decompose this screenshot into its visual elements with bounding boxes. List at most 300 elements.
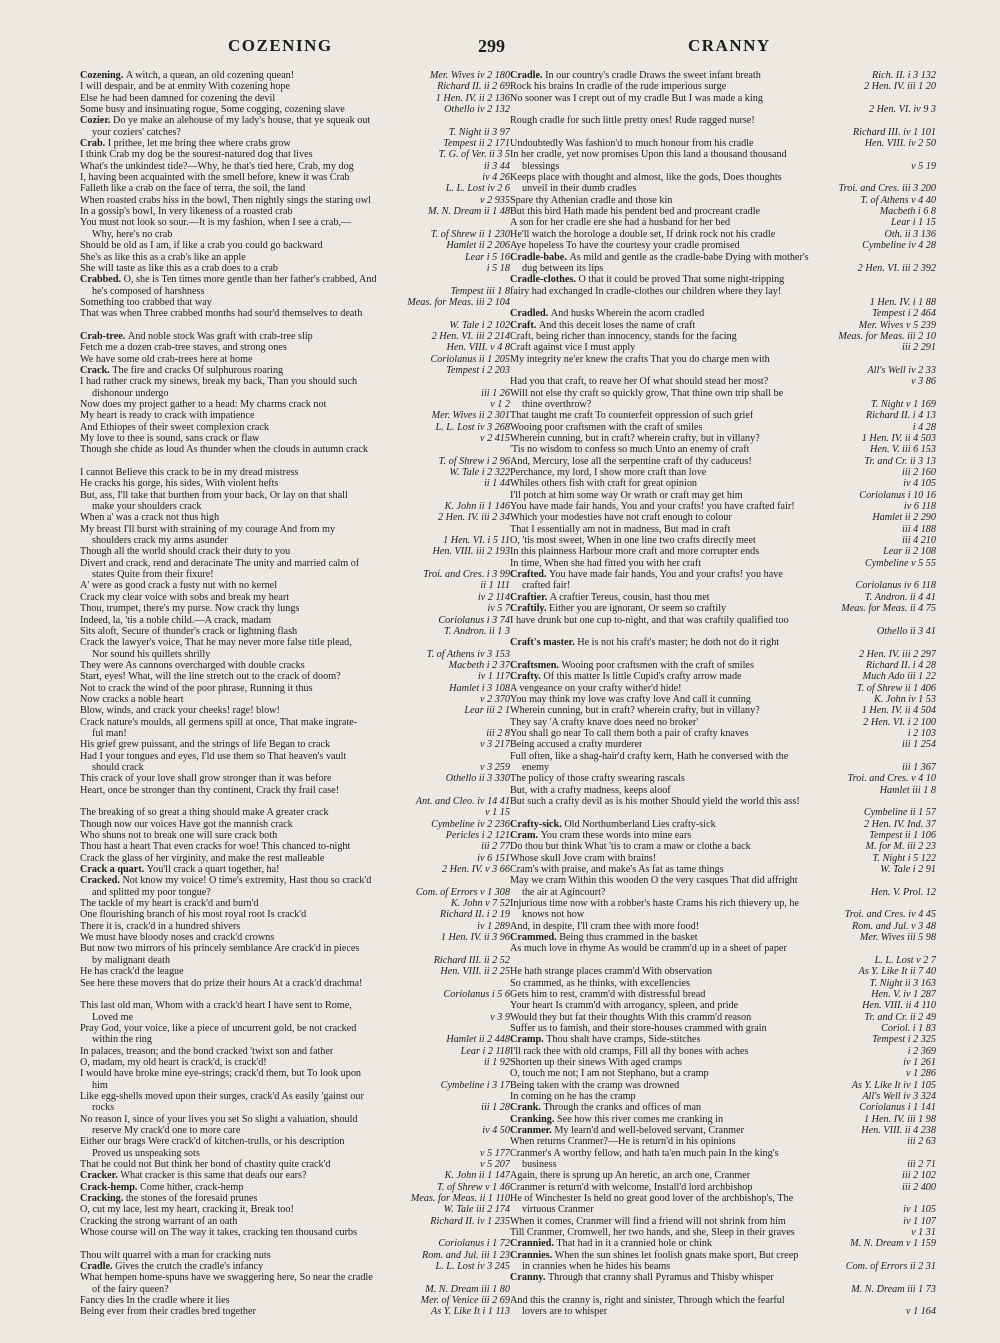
concordance-line [510,229,936,240]
play-reference: Ant. and Cleo. iv 14 41 [415,796,510,807]
quotation-text: Wooing poor craftsmen with the craft of smiles [510,421,703,433]
concordance-line [80,1306,510,1317]
quotation-text: in crannies when he hides his beams [522,1261,671,1273]
play-reference: Richard II. i 4 13 [865,410,936,422]
quotation-text: Thou hast a heart That even cracks for woe! This chanced to-night [80,841,351,853]
concordance-line [80,1182,510,1193]
quotation-text: Now does my project gather to a head: My charms crack not [80,398,327,410]
quotation-text: Old Northumberland Lies crafty-sick [564,818,716,830]
quotation-text: knows not how [522,909,585,921]
quotation-text: Cram's with praise, and make's As fat as tame things [510,864,724,876]
concordance-line [80,70,510,81]
quotation-text: business [522,1159,557,1170]
quotation-text: A' were as good crack a fusty nut with no kernel [80,580,278,592]
play-reference: Meas. for Meas. ii 4 75 [841,603,936,615]
quotation-text: My heart is ready to crack with impatience [80,410,255,422]
quotation-text: Craft, being richer than innocency, stands for the facing [510,330,737,342]
quotation-text: But this bird Hath made his pendent bed and procreant cradle [510,206,761,218]
concordance-line [80,853,510,864]
play-reference: Othello ii 3 41 [876,625,936,637]
headword: Cradle-clothes. [510,274,579,286]
quotation-text: My integrity ne'er knew the crafts That you do charge men with [510,353,770,365]
page-number: 299 [478,36,505,56]
play-reference: v 3 86 [911,376,936,388]
play-reference: iii 2 77 [481,841,510,853]
play-reference: Hen. VIII. ii 2 25 [440,966,510,978]
quotation-text: In a gossip's bowl, In very likeness of a roasted crab [80,206,293,218]
quotation-text: Either you are ignorant, Or seem so craftily [549,603,727,615]
quotation-text: Heart, once be stronger than thy continent, Crack thy frail case! [80,784,340,796]
concordance-line [510,887,936,898]
play-reference: Hamlet i 3 108 [449,682,510,694]
play-reference: 1 Hen. IV. ii 4 503 [861,433,936,444]
headword: Cracker. [80,1170,121,1182]
quotation-text: In time, When she had fitted you with her craft [510,557,702,569]
quotation-text: His grief grew puissant, and the strings of life Began to crack [80,739,331,751]
concordance-line [80,183,510,194]
concordance-line [510,1159,936,1170]
play-reference: Hamlet ii 2 448 [446,1034,510,1046]
quotation-text: They were As cannons overcharged with double cracks [80,659,305,671]
headword: Cracking. [80,1193,126,1205]
concordance-line [80,490,510,501]
concordance-line [510,819,936,830]
play-reference: K. John v 7 52 [450,898,510,910]
play-reference: ii 1 44 [483,478,510,490]
play-reference: T. Night ii 3 163 [869,977,936,989]
concordance-line [510,694,936,705]
quotation-text: Though she chide as loud As thunder when the clouds in autumn crack [80,444,369,456]
concordance-line [510,1000,936,1011]
quotation-text: Whose course will on The way it takes, cracking ten thousand curbs [80,1227,358,1239]
concordance-line [510,615,936,626]
play-reference: Coriolanus ii 1 205 [430,353,510,365]
play-reference: Coriolanus i 1 72 [438,1238,510,1250]
left-column [80,70,510,1318]
concordance-line [80,864,510,875]
play-reference: iv 4 105 [903,478,936,490]
quotation-text: Gives the crutch the cradle's infancy [115,1261,264,1273]
play-reference: Lear i 1 15 [891,217,936,229]
play-reference: T. of Athens iv 3 153 [426,648,510,660]
play-reference: W. Tale iii 2 174 [443,1204,510,1216]
play-reference: v 1 2 [490,398,510,410]
quotation-text: What cracker is this same that deafs our ears? [120,1170,307,1182]
quotation-text: Thou, trumpet, there's my purse. Now crack thy lungs [80,603,300,615]
concordance-line [510,649,936,660]
concordance-line [80,558,510,569]
play-reference: Hen. VIII. v 4 8 [446,342,510,354]
play-reference: Lear ii 2 108 [883,546,936,558]
play-reference: Hen. V. Prol. 12 [870,886,936,898]
play-reference: Lear i 2 118 [460,1045,510,1057]
quotation-text: Being ever from their cradles bred together [80,1306,256,1318]
concordance-line [80,1148,510,1159]
play-reference: W. Tale i 2 322 [449,467,510,479]
play-reference: i 5 18 [486,262,510,274]
play-reference: 2 Hen. IV. iii 1 20 [864,81,936,93]
play-reference: T. of Shrew i 2 96 [438,455,510,467]
play-reference: Troi. and Cres. iv 4 45 [844,909,936,921]
play-reference: 2 Hen. VI. iii 2 392 [857,262,936,274]
headword: Crafty. [510,671,544,683]
quotation-text: Divert and crack, rend and deracinate The unity and married calm of [80,557,360,569]
quotation-text: He cracks his gorge, his sides, With violent hefts [80,478,279,490]
quotation-text: Fancy dies In the cradle where it lies [80,1295,230,1307]
quotation-text: The breaking of so great a thing should make A greater crack [80,807,329,819]
quotation-text: unveil in their dumb cradles [522,183,637,195]
concordance-line [80,342,510,353]
play-reference: T. G. of Ver. ii 3 5 [438,149,510,161]
headword: Cradle-babe. [510,251,570,263]
play-reference: 1 Hen. IV. ii 2 136 [435,92,510,104]
concordance-line [510,433,936,444]
concordance-line [80,172,510,183]
quotation-text: virtuous Cranmer [522,1204,594,1216]
concordance-line [510,898,936,909]
concordance-line [510,240,936,251]
concordance-line [80,671,510,682]
play-reference: v 3 217 [480,739,510,751]
play-reference: i 2 369 [907,1045,936,1057]
play-reference: K. John ii 1 146 [444,501,510,513]
concordance-line [80,1295,510,1306]
play-reference: Coriolanus i 1 141 [859,1102,936,1114]
play-reference: Hamlet ii 2 290 [872,512,936,524]
concordance-line [510,853,936,864]
play-reference: iv 4 26 [482,172,510,184]
concordance-line [510,331,936,342]
play-reference: All's Well iv 2 33 [867,364,936,376]
concordance-line [510,422,936,433]
concordance-line [80,694,510,705]
concordance-line [80,478,510,489]
play-reference: v 5 207 [480,1159,510,1170]
play-reference: iii 2 400 [902,1181,936,1193]
quotation-text: I had rather crack my sinews, break my back, Than you should such [80,376,358,388]
concordance-line [80,1238,510,1249]
quotation-text: When a' was a crack not thus high [80,512,220,524]
quotation-text: You cram these words into mine ears [540,830,692,842]
headword: Cranmer. [510,1124,555,1136]
play-reference: iv 1 105 [903,1204,936,1216]
play-reference: iii 2 8 [486,727,510,739]
play-reference: T. Andron. ii 1 3 [443,625,510,637]
quotation-text: We must have bloody noses and crack'd crowns [80,932,275,944]
headword: Craft's master. [510,637,578,649]
play-reference: M. N. Dream iii 1 73 [851,1283,936,1295]
concordance-line [80,93,510,104]
concordance-line [80,546,510,557]
concordance-line [510,399,936,410]
concordance-line [80,1284,510,1295]
headword: Crab. [80,138,108,150]
quotation-text: You have made fair hands, You and your crafts! you have crafted fair! [510,501,795,513]
play-reference: Coriolanus i 5 6 [443,988,510,1000]
running-head-right: CRANNY [688,36,771,55]
concordance-line [80,580,510,591]
concordance-line [510,1306,936,1317]
concordance-line [510,909,936,920]
play-reference: Coriol. i 1 83 [881,1022,936,1034]
play-reference: Tempest i 2 325 [872,1034,936,1046]
concordance-line [510,1148,936,1159]
concordance-line [510,354,936,365]
concordance-line [510,342,936,353]
concordance-line [80,683,510,694]
headword: Cranking. [510,1113,557,1125]
quotation-text: You must not look so sour.—It is my fashion, when I see a crab,— [80,217,352,229]
concordance-line [80,739,510,750]
concordance-line [510,932,936,943]
play-reference: Hen. VIII. iv 2 50 [864,138,936,150]
concordance-line [510,1193,936,1204]
play-reference: 1 Hen. VI. i 5 11 [443,535,510,547]
play-reference: Lear iii 2 1 [464,705,510,717]
quotation-text: Nor sound his quillets shrilly [92,648,211,660]
play-reference: L. L. Lost iv 3 268 [435,421,510,433]
concordance-line [80,603,510,614]
play-reference: L. L. Lost iv 3 245 [435,1261,510,1273]
play-reference: 2 Hen. IV. iii 2 297 [858,648,936,660]
concordance-line [80,410,510,421]
quotation-text: O, she is Ten times more gentle than her father's crabbed, And [123,274,377,286]
concordance-line [80,1159,510,1170]
play-reference: Cymbeline iv 4 28 [862,240,936,252]
play-reference: v 5 177 [480,1147,510,1159]
headword: Crannied. [510,1238,557,1250]
quotation-text: I'll rack thee with old cramps, Fill all thy bones with aches [510,1045,749,1057]
concordance-line [510,286,936,297]
quotation-text: Now cracks a noble heart [80,693,184,705]
quotation-text: O, madam, my old heart is crack'd, is crack'd! [80,1056,267,1068]
concordance-line [80,660,510,671]
concordance-line [510,830,936,841]
headword: Cramp. [510,1034,547,1046]
play-reference: 2 Hen. VI. i 2 100 [863,716,936,728]
concordance-line [80,762,510,773]
play-reference: Rom. and Jul. v 3 48 [851,920,936,932]
concordance-line [510,1284,936,1295]
play-reference: Mer. Wives iii 5 98 [859,932,936,944]
concordance-line [80,297,510,308]
play-reference: v 2 370 [480,693,510,705]
play-reference: Hen. VIII. ii 4 110 [862,1000,936,1012]
play-reference: Tempest i 2 203 [446,364,510,376]
quotation-text: O, cut my lace, lest my heart, cracking it, Break too! [80,1204,294,1216]
quotation-text: lovers are to whisper [522,1306,608,1318]
play-reference: Hen. V. iv 1 287 [871,988,936,1000]
play-reference: Rich. II. i 3 132 [872,70,936,81]
quotation-text: Not to crack the wind of the poor phrase, Running it thus [80,682,313,694]
quotation-text: Whose skull Jove cram with brains! [510,852,657,864]
quotation-text: Which your modesties have not craft enough to colour [510,512,732,524]
quotation-text: Fetch me a dozen crab-tree staves, and strong ones [80,342,287,354]
quotation-text: Full often, like a shag-hair'd crafty kern, Hath he conversed with the [510,750,789,762]
quotation-text: Should be old as I am, if like a crab you could go backward [80,240,323,252]
concordance-line [510,1057,936,1068]
concordance-line [80,229,510,240]
concordance-line [510,1034,936,1045]
play-reference: v 1 15 [485,807,510,819]
concordance-line [80,1057,510,1068]
concordance-line [510,717,936,728]
quotation-text: Crack the lawyer's voice, That he may never more false title plead, [80,637,352,649]
play-reference: T. Andron. ii 4 41 [864,591,936,603]
concordance-line [80,830,510,841]
concordance-line [80,433,510,444]
concordance-line [510,1125,936,1136]
play-reference: Tr. and Cr. ii 3 13 [864,455,936,467]
play-reference: Meas. for Meas. ii 1 110 [410,1193,510,1205]
play-reference: W. Tale i 2 102 [449,319,510,331]
concordance-line [510,127,936,138]
concordance-line [80,819,510,830]
headword: Craftier. [510,591,550,603]
headword: Cracked. [80,875,123,887]
quotation-text: Wooing poor craftsmen with the craft of smiles [561,659,754,671]
quotation-text: I will despair, and be at enmity With cozening hope [80,81,291,93]
play-reference: T. of Athens v 4 40 [860,194,936,206]
play-reference: Tempest ii 1 106 [869,830,936,842]
concordance-line [510,1136,936,1147]
concordance-line [510,456,936,467]
play-reference: iv 1 261 [903,1056,936,1068]
concordance-line [80,286,510,297]
quotation-text: Aye hopeless To have the courtesy your cradle promised [510,240,740,252]
quotation-text: In palaces, treason; and the bond cracked 'twixt son and father [80,1045,334,1057]
quotation-text: Thou wilt quarrel with a man for cracking nuts [80,1249,271,1261]
play-reference: Hen. VIII. ii 4 238 [861,1124,936,1136]
concordance-line [80,841,510,852]
quotation-text: I cannot Believe this crack to be in my dread mistress [80,467,299,479]
play-reference: iv 2 114 [477,591,510,603]
play-reference: Macbeth i 2 37 [448,659,510,671]
quotation-text: And husks Wherein the acorn cradled [550,308,705,320]
concordance-line [510,93,936,104]
concordance-line [80,1012,510,1023]
concordance-line [510,444,936,455]
concordance-line [80,399,510,410]
quotation-text: Gets him to rest, cramm'd with distressful bread [510,988,706,1000]
concordance-line [80,388,510,399]
quotation-text: blessings [522,160,560,172]
concordance-line [80,898,510,909]
headword: Craft. [510,319,539,331]
quotation-text: A son for her cradle ere she had a husband for her bed [510,217,731,229]
play-reference: iii 1 254 [902,739,936,751]
quotation-text: Something too crabbed that way [80,296,212,308]
concordance-line [80,206,510,217]
headword: Crab-tree. [80,330,128,342]
quotation-text: In her cradle, yet now promises Upon this land a thousand thousand [510,149,787,161]
quotation-text: Proved us unspeaking sots [92,1147,200,1159]
play-reference: T. of Shrew ii 1 230 [430,228,510,240]
headword: Crannies. [510,1249,555,1261]
quotation-text: But such a crafty devil as is his mother Should yield the world this ass! [510,796,800,807]
concordance-line [510,1046,936,1057]
quotation-text: Through that cranny shall Pyramus and Thisby whisper [547,1272,774,1284]
quotation-text: Cranmer is return'd with welcome, Install'd lord archbishop [510,1181,753,1193]
quotation-text: Crack the glass of her virginity, and make the rest malleable [80,852,325,864]
quotation-text: As mild and gentle as the cradle-babe Dying with mother's [569,251,809,263]
quotation-text: What hempen home-spuns have we swaggering here, So near the cradle [80,1272,373,1284]
quotation-text: That I essentially am not in madness, But mad in craft [510,523,731,535]
play-reference: v 5 19 [911,160,936,172]
play-reference: Cymbeline i 3 17 [440,1079,510,1091]
play-reference: Pericles i 2 121 [445,830,510,842]
play-reference: iii 2 102 [902,1170,936,1182]
quotation-text: Suffer us to famish, and their store-houses crammed with grain [510,1022,767,1034]
quotation-text: And this deceit loses the name of craft [538,319,696,331]
concordance-line [510,1204,936,1215]
play-reference: iv 4 50 [482,1124,510,1136]
concordance-line [510,989,936,1000]
concordance-line [80,966,510,977]
concordance-line [510,320,936,331]
headword: Crafted. [510,569,550,581]
concordance-line [80,104,510,115]
play-reference: Othello iv 2 132 [444,104,510,116]
play-reference: ii 1 92 [483,1056,510,1068]
headword: Craftily. [510,603,550,615]
quotation-text: the stones of the foresaid prunes [125,1193,258,1205]
concordance-line [510,183,936,194]
concordance-line [510,1261,936,1272]
quotation-text: Indeed, la, 'tis a noble child.—A crack, madam [80,614,272,626]
play-reference: iii 4 188 [902,523,936,535]
concordance-line [80,943,510,954]
play-reference: 2 Hen. VI. iv 9 3 [868,104,936,116]
quotation-text: Crack my clear voice with sobs and break my heart [80,591,290,603]
concordance-line [510,1102,936,1113]
play-reference: 1 Hen. IV. iii 1 98 [864,1113,936,1125]
concordance-line [510,195,936,206]
concordance-line [80,1193,510,1204]
concordance-line [80,138,510,149]
quotation-text: My learn'd and well-beloved servant, Cranmer [554,1124,745,1136]
quotation-text: O, 'tis most sweet, When in one line two crafts directly meet [510,535,756,547]
concordance-line [510,149,936,160]
concordance-line [510,308,936,319]
concordance-line [510,274,936,285]
concordance-line [510,546,936,557]
concordance-line [80,1136,510,1147]
quotation-text: Shorten up their sinews With aged cramps [510,1056,682,1068]
quotation-text: Had I your tongues and eyes, I'ld use them so That heaven's vault [80,750,347,762]
running-head-left: COZENING [228,36,333,55]
quotation-text: But, ass, I'll take that burthen from your back, Or lay on that shall [80,489,348,501]
quotation-text: dishonour undergo [92,387,169,399]
quotation-text: He hath strange places cramm'd With observation [510,966,713,978]
concordance-line [80,331,510,342]
concordance-line [80,1046,510,1057]
quotation-text: When the sun shines let foolish gnats make sport, But creep [554,1249,799,1261]
play-reference: Meas. for Meas. iii 2 104 [407,296,510,308]
concordance-line [80,467,510,478]
quotation-text: Would they but fat their thoughts With this cramm'd reason [510,1011,752,1023]
play-reference: iv 6 118 [903,501,936,513]
concordance-line [510,1238,936,1249]
play-reference: 2 Hen. IV. v 3 66 [442,864,510,876]
concordance-line [80,263,510,274]
concordance-line [510,796,936,807]
play-reference: iii 2 63 [907,1136,936,1148]
quotation-text: He is not his craft's master; he doth not do it right [577,637,780,649]
concordance-line [80,308,510,319]
quotation-text: But, with a crafty madness, keeps aloof [510,784,671,796]
quotation-text: A craftier Tereus, cousin, hast thou met [549,591,710,603]
